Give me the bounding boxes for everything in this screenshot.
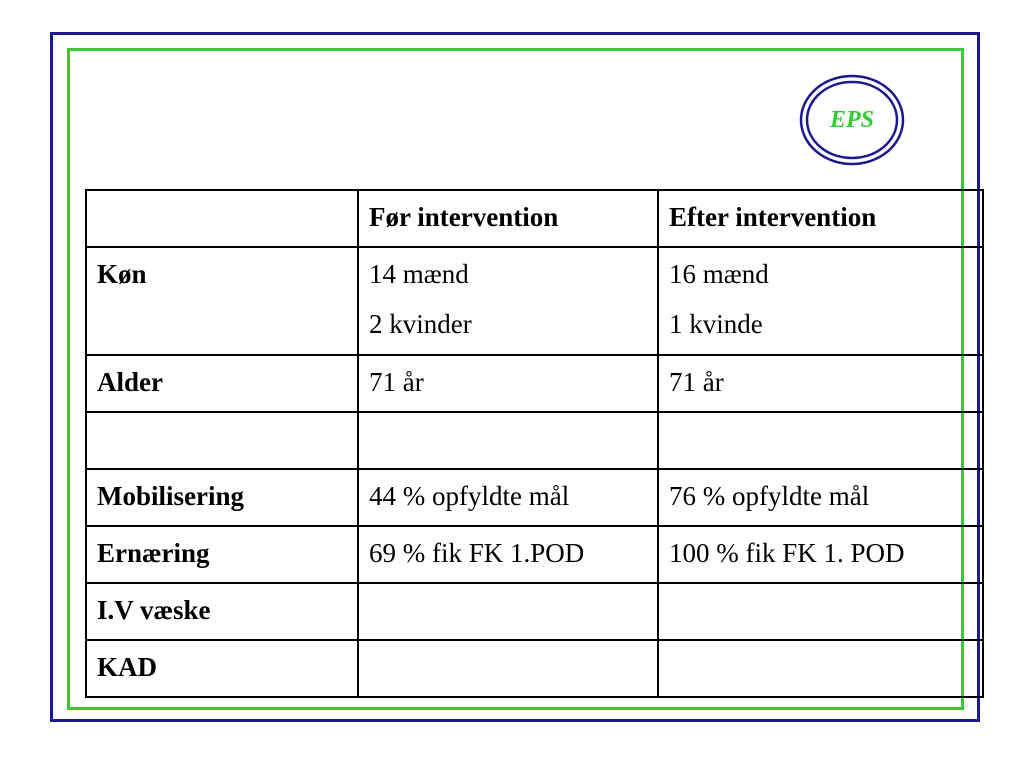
- row-label: Ernæring: [86, 526, 358, 583]
- eps-logo: [799, 74, 905, 166]
- table-row: [86, 412, 983, 469]
- cell-line: 14 mænd: [369, 259, 469, 289]
- row-label: Køn: [86, 247, 358, 355]
- cell-line: 1 kvinde: [669, 309, 763, 339]
- cell-line: 2 kvinder: [369, 309, 472, 339]
- before-cell: [358, 412, 658, 469]
- before-cell: 69 % fik FK 1.POD: [358, 526, 658, 583]
- before-cell: 44 % opfyldte mål: [358, 469, 658, 526]
- comparison-table: [85, 189, 984, 698]
- row-label: Mobilisering: [86, 469, 358, 526]
- row-label: I.V væske: [86, 583, 358, 640]
- header-cell-after: Efter intervention: [658, 190, 983, 247]
- before-cell: [358, 640, 658, 697]
- table-row: [86, 526, 983, 583]
- header-cell-before: Før intervention: [358, 190, 658, 247]
- after-cell: 76 % opfyldte mål: [658, 469, 983, 526]
- table-row: [86, 640, 983, 697]
- table-header-row: [86, 190, 983, 247]
- after-cell: [658, 640, 983, 697]
- after-cell: [658, 583, 983, 640]
- table-row: [86, 355, 983, 412]
- row-label: [86, 412, 358, 469]
- table-row: [86, 247, 983, 355]
- header-cell-empty: [86, 190, 358, 247]
- after-cell: 100 % fik FK 1. POD: [658, 526, 983, 583]
- before-cell: [358, 583, 658, 640]
- after-cell: 71 år: [658, 355, 983, 412]
- table-row: [86, 583, 983, 640]
- after-cell: [658, 247, 983, 355]
- before-cell: 71 år: [358, 355, 658, 412]
- logo-text: EPS: [829, 106, 874, 133]
- after-cell: [658, 412, 983, 469]
- row-label: KAD: [86, 640, 358, 697]
- table-row: [86, 469, 983, 526]
- before-cell: [358, 247, 658, 355]
- row-label: Alder: [86, 355, 358, 412]
- cell-line: 16 mænd: [669, 259, 769, 289]
